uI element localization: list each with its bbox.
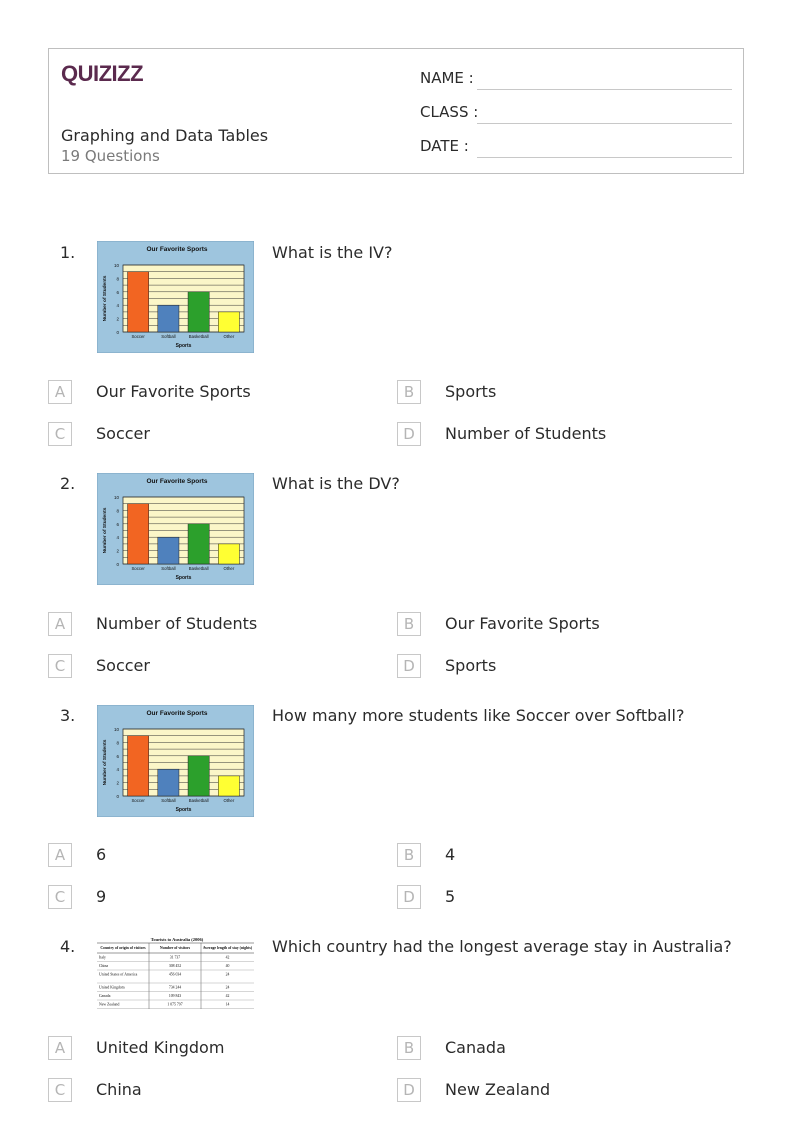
option-c-box[interactable]: C — [48, 654, 72, 678]
option-b-box[interactable]: B — [397, 1036, 421, 1060]
y-axis-label: Number of Students — [103, 507, 108, 554]
option-b-box[interactable]: B — [397, 380, 421, 404]
table-cell: United Kingdom — [99, 985, 125, 990]
x-tick-label: Soccer — [131, 566, 145, 571]
table-cell: 40 — [225, 964, 230, 968]
table-cell: 14 — [225, 1002, 230, 1007]
table-cell: 308 452 — [168, 964, 182, 968]
x-axis-label: Sports — [175, 807, 192, 813]
y-tick-label: 2 — [116, 780, 119, 786]
x-tick-label: Soccer — [131, 798, 145, 803]
table-cell: 31 737 — [169, 955, 181, 960]
table-header-cell: Average length of stay (nights) — [202, 946, 253, 950]
y-tick-label: 0 — [116, 330, 119, 335]
name-line[interactable] — [477, 89, 732, 90]
y-tick-label: 6 — [116, 753, 119, 759]
x-tick-label: Basketball — [188, 566, 209, 571]
sports-bar-chart — [97, 473, 254, 585]
option-c-text[interactable]: 9 — [96, 887, 107, 906]
table-header-cell: Country of origin of visitors — [100, 946, 146, 950]
table-cell: 42 — [225, 994, 230, 998]
option-a-box[interactable]: A — [48, 612, 72, 636]
y-axis-label: Number of Students — [103, 275, 108, 322]
y-tick-label: 10 — [113, 727, 119, 732]
table-cell: 24 — [225, 985, 230, 990]
bar-soccer — [128, 504, 149, 564]
table-cell: 42 — [225, 955, 230, 960]
y-tick-label: 8 — [116, 276, 119, 282]
y-tick-label: 8 — [116, 740, 119, 746]
date-line[interactable] — [477, 157, 732, 158]
table-title: Tourists to Australia (2006) — [150, 937, 204, 942]
option-c-text[interactable]: Soccer — [96, 424, 150, 443]
option-d-text[interactable]: 5 — [445, 887, 456, 906]
y-tick-label: 6 — [116, 521, 119, 527]
option-b-text[interactable]: 4 — [445, 845, 456, 864]
option-d-box[interactable]: D — [397, 1078, 421, 1102]
table-cell: 1 075 797 — [167, 1002, 183, 1007]
y-tick-label: 4 — [116, 303, 119, 309]
y-tick-label: 2 — [116, 548, 119, 554]
date-label: DATE : — [420, 137, 469, 155]
option-b-box[interactable]: B — [397, 612, 421, 636]
bar-other — [218, 544, 239, 564]
y-tick-label: 4 — [116, 535, 119, 541]
y-tick-label: 0 — [116, 794, 119, 799]
table-cell: New Zealand — [99, 1002, 120, 1007]
option-a-text[interactable]: United Kingdom — [96, 1038, 225, 1057]
option-c-text[interactable]: Soccer — [96, 656, 150, 675]
option-c-box[interactable]: C — [48, 1078, 72, 1102]
bar-other — [218, 776, 239, 796]
bar-soccer — [128, 736, 149, 796]
option-a-box[interactable]: A — [48, 843, 72, 867]
option-d-text[interactable]: Number of Students — [445, 424, 607, 443]
option-a-text[interactable]: Number of Students — [96, 614, 258, 633]
x-tick-label: Soccer — [131, 334, 145, 339]
y-tick-label: 10 — [113, 495, 119, 500]
option-a-box[interactable]: A — [48, 380, 72, 404]
question-number: 3. — [60, 706, 76, 725]
bar-soccer — [128, 272, 149, 332]
option-a-text[interactable]: 6 — [96, 845, 107, 864]
bar-basketball — [188, 292, 209, 332]
class-line[interactable] — [477, 123, 732, 124]
svg-text:QUIZIZZ: QUIZIZZ — [61, 61, 144, 86]
y-tick-label: 10 — [113, 263, 119, 268]
x-axis-label: Sports — [175, 343, 192, 349]
option-b-text[interactable]: Sports — [445, 382, 497, 401]
bar-softball — [158, 537, 179, 564]
x-tick-label: Basketball — [188, 334, 209, 339]
y-tick-label: 8 — [116, 508, 119, 514]
option-a-box[interactable]: A — [48, 1036, 72, 1060]
table-cell: Italy — [99, 955, 106, 960]
y-tick-label: 4 — [116, 767, 119, 773]
y-tick-label: 0 — [116, 562, 119, 567]
option-d-box[interactable]: D — [397, 885, 421, 909]
name-label: NAME : — [420, 69, 474, 87]
question-text: How many more students like Soccer over Softball? — [272, 706, 685, 725]
chart-title: Our Favorite Sports — [146, 246, 208, 253]
question-number: 2. — [60, 474, 76, 493]
option-d-box[interactable]: D — [397, 422, 421, 446]
x-tick-label: Other — [223, 334, 235, 339]
option-b-text[interactable]: Canada — [445, 1038, 506, 1057]
x-tick-label: Softball — [161, 566, 176, 571]
tourists-data-table — [97, 935, 254, 1011]
option-c-text[interactable]: China — [96, 1080, 142, 1099]
bar-softball — [158, 769, 179, 796]
option-d-box[interactable]: D — [397, 654, 421, 678]
bar-basketball — [188, 524, 209, 564]
bar-other — [218, 312, 239, 332]
table-header-cell: Number of visitors — [159, 946, 191, 950]
bar-softball — [158, 305, 179, 332]
option-d-text[interactable]: New Zealand — [445, 1080, 551, 1099]
chart-title: Our Favorite Sports — [146, 710, 208, 717]
quizizz-logo — [61, 59, 153, 87]
class-label: CLASS : — [420, 103, 479, 121]
option-c-box[interactable]: C — [48, 885, 72, 909]
question-text: What is the IV? — [272, 243, 393, 262]
x-tick-label: Softball — [161, 798, 176, 803]
sports-bar-chart — [97, 241, 254, 353]
y-tick-label: 6 — [116, 289, 119, 295]
question-count: 19 Questions — [61, 147, 160, 165]
table-cell: 109 843 — [168, 994, 182, 998]
x-tick-label: Other — [223, 798, 235, 803]
x-tick-label: Basketball — [188, 798, 209, 803]
option-b-box[interactable]: B — [397, 843, 421, 867]
worksheet-title: Graphing and Data Tables — [61, 126, 269, 145]
bar-basketball — [188, 756, 209, 796]
table-cell: 456 034 — [168, 972, 182, 977]
table-cell: 734 244 — [168, 985, 182, 990]
chart-title: Our Favorite Sports — [146, 478, 208, 485]
x-tick-label: Softball — [161, 334, 176, 339]
y-axis-label: Number of Students — [103, 739, 108, 786]
table-cell: China — [99, 964, 109, 968]
x-axis-label: Sports — [175, 575, 192, 581]
table-cell: United States of America — [99, 972, 138, 977]
table-cell: Canada — [99, 994, 111, 998]
sports-bar-chart — [97, 705, 254, 817]
option-a-text[interactable]: Our Favorite Sports — [96, 382, 251, 401]
question-number: 4. — [60, 937, 76, 956]
x-tick-label: Other — [223, 566, 235, 571]
option-c-box[interactable]: C — [48, 422, 72, 446]
question-text: Which country had the longest average stay in Australia? — [272, 937, 732, 956]
option-d-text[interactable]: Sports — [445, 656, 497, 675]
y-tick-label: 2 — [116, 316, 119, 322]
question-number: 1. — [60, 243, 76, 262]
option-b-text[interactable]: Our Favorite Sports — [445, 614, 600, 633]
question-text: What is the DV? — [272, 474, 400, 493]
worksheet-header — [48, 48, 744, 174]
table-cell: 24 — [225, 972, 230, 977]
